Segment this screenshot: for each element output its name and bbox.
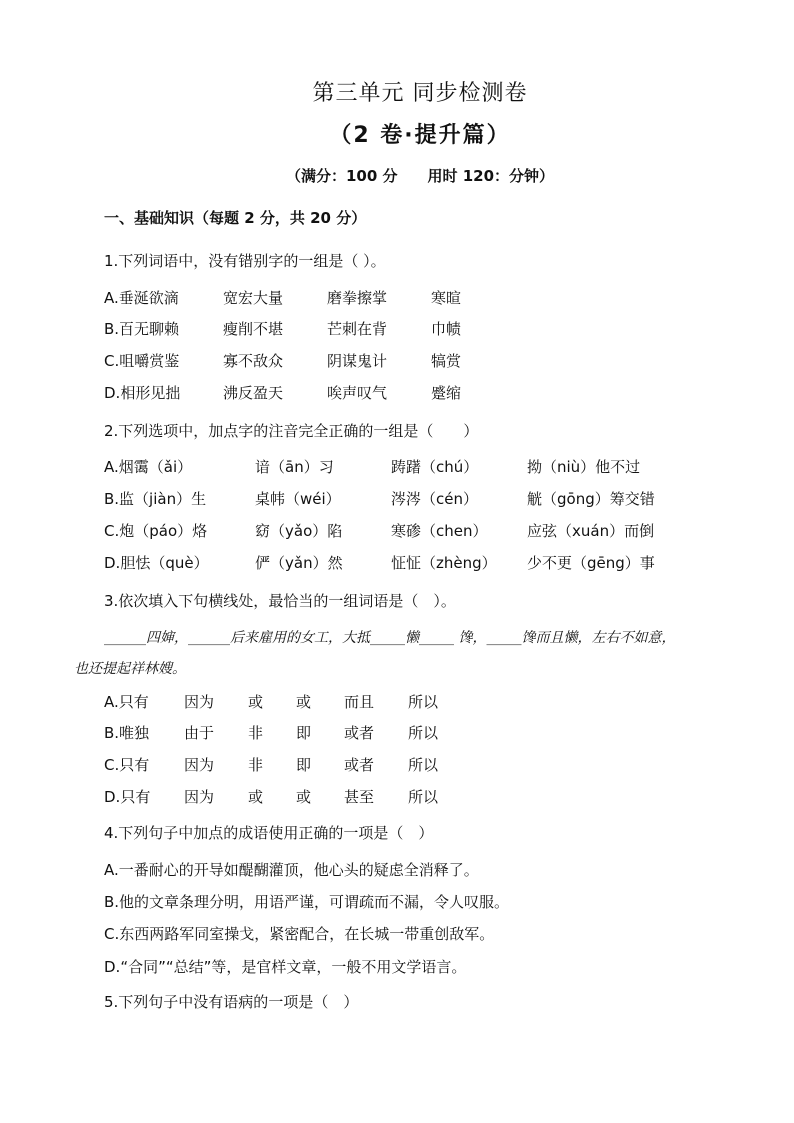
option-cell: 因为 <box>184 788 215 806</box>
option-cell: 非 <box>248 756 264 774</box>
question-3-stem: 3.依次填入下句横线处，最恰当的一组词语是（ ）。 <box>104 592 456 610</box>
option-cell: 寒碜（chen） <box>391 522 488 540</box>
option-cell: 磨拳擦掌 <box>327 289 388 307</box>
option-cell: A.烟霭（ǎi） <box>104 458 193 476</box>
option-cell: 蹙缩 <box>431 384 462 402</box>
question-3-passage: ______四婶，______后来雇用的女工，大抵_____懒_____ 馋，_____馋而且懒，左右不如意， <box>104 630 676 646</box>
option-cell: 沸反盈天 <box>223 384 284 402</box>
option-cell: 涔涔（cén） <box>391 490 478 508</box>
question-4-stem: 4.下列句子中加点的成语使用正确的一项是（ ） <box>104 824 434 842</box>
option-cell: 踌躇（chú） <box>391 458 479 476</box>
option-cell: 所以 <box>408 724 439 742</box>
option-cell: 窈（yǎo）陷 <box>255 522 343 540</box>
option-cell: 寡不敌众 <box>223 352 284 370</box>
option-cell: D.只有 <box>104 788 151 806</box>
option-cell: 或者 <box>344 724 375 742</box>
option-cell: D.相形见拙 <box>104 384 181 402</box>
question-5-stem: 5.下列句子中没有语病的一项是（ ） <box>104 993 359 1011</box>
option-cell: 应弦（xuán）而倒 <box>527 522 655 540</box>
option-cell: B.监（jiàn）生 <box>104 490 207 508</box>
option-cell: 怔怔（zhèng） <box>391 554 497 572</box>
option-cell: C.咀嚼赏鉴 <box>104 352 180 370</box>
option-cell: 因为 <box>184 756 215 774</box>
question-4-option-c: C.东西两路军同室操戈，紧密配合，在长城一带重创敌军。 <box>104 925 495 943</box>
option-cell: 谙（ān）习 <box>255 458 334 476</box>
option-cell: 非 <box>248 724 264 742</box>
option-cell: 瘦削不堪 <box>223 320 284 338</box>
option-cell: D.胆怯（què） <box>104 554 209 572</box>
page-title: 第三单元 同步检测卷 <box>312 81 528 106</box>
option-cell: B.百无聊赖 <box>104 320 180 338</box>
option-cell: 由于 <box>184 724 215 742</box>
page-subtitle: （2 卷·提升篇） <box>329 123 511 148</box>
question-4-option-b: B.他的文章条理分明，用语严谨，可谓疏而不漏，令人叹服。 <box>104 893 510 911</box>
question-1-stem: 1.下列词语中，没有错别字的一组是（ ）。 <box>104 252 386 270</box>
option-cell: 甚至 <box>344 788 375 806</box>
option-cell: 所以 <box>408 788 439 806</box>
option-cell: 或 <box>296 788 312 806</box>
option-cell: 阴谋鬼计 <box>327 352 388 370</box>
option-cell: 俨（yǎn）然 <box>255 554 343 572</box>
option-cell: 桌帏（wéi） <box>255 490 341 508</box>
option-cell: 唉声叹气 <box>327 384 388 402</box>
question-2-stem: 2.下列选项中，加点字的注音完全正确的一组是（ ） <box>104 422 479 440</box>
option-cell: B.唯独 <box>104 724 150 742</box>
question-3-passage-cont: 也还提起祥林嫂。 <box>74 661 186 677</box>
option-cell: A.垂涎欲滴 <box>104 289 179 307</box>
question-4-option-a: A.一番耐心的开导如醍醐灌顶，他心头的疑虑全消释了。 <box>104 861 479 879</box>
option-cell: 或者 <box>344 756 375 774</box>
option-cell: 所以 <box>408 756 439 774</box>
option-cell: 拗（niù）他不过 <box>527 458 641 476</box>
option-cell: 而且 <box>344 693 375 711</box>
option-cell: 或 <box>296 693 312 711</box>
option-cell: 觥（gōng）筹交错 <box>527 490 655 508</box>
option-cell: C.只有 <box>104 756 150 774</box>
section-heading: 一、基础知识（每题 2 分，共 20 分） <box>104 209 367 227</box>
option-cell: 寒暄 <box>431 289 462 307</box>
question-4-option-d: D.“合同”“总结”等，是官样文章，一般不用文学语言。 <box>104 958 467 976</box>
option-cell: 或 <box>248 788 264 806</box>
option-cell: 或 <box>248 693 264 711</box>
option-cell: 即 <box>296 724 312 742</box>
option-cell: 即 <box>296 756 312 774</box>
option-cell: A.只有 <box>104 693 149 711</box>
option-cell: C.炮（páo）烙 <box>104 522 208 540</box>
option-cell: 所以 <box>408 693 439 711</box>
option-cell: 巾帻 <box>431 320 462 338</box>
option-cell: 犒赏 <box>431 352 462 370</box>
option-cell: 少不更（gēng）事 <box>527 554 655 572</box>
score-time-info: （满分：100 分 用时 120：分钟） <box>285 167 555 185</box>
option-cell: 因为 <box>184 693 215 711</box>
option-cell: 芒刺在背 <box>327 320 388 338</box>
option-cell: 宽宏大量 <box>223 289 284 307</box>
